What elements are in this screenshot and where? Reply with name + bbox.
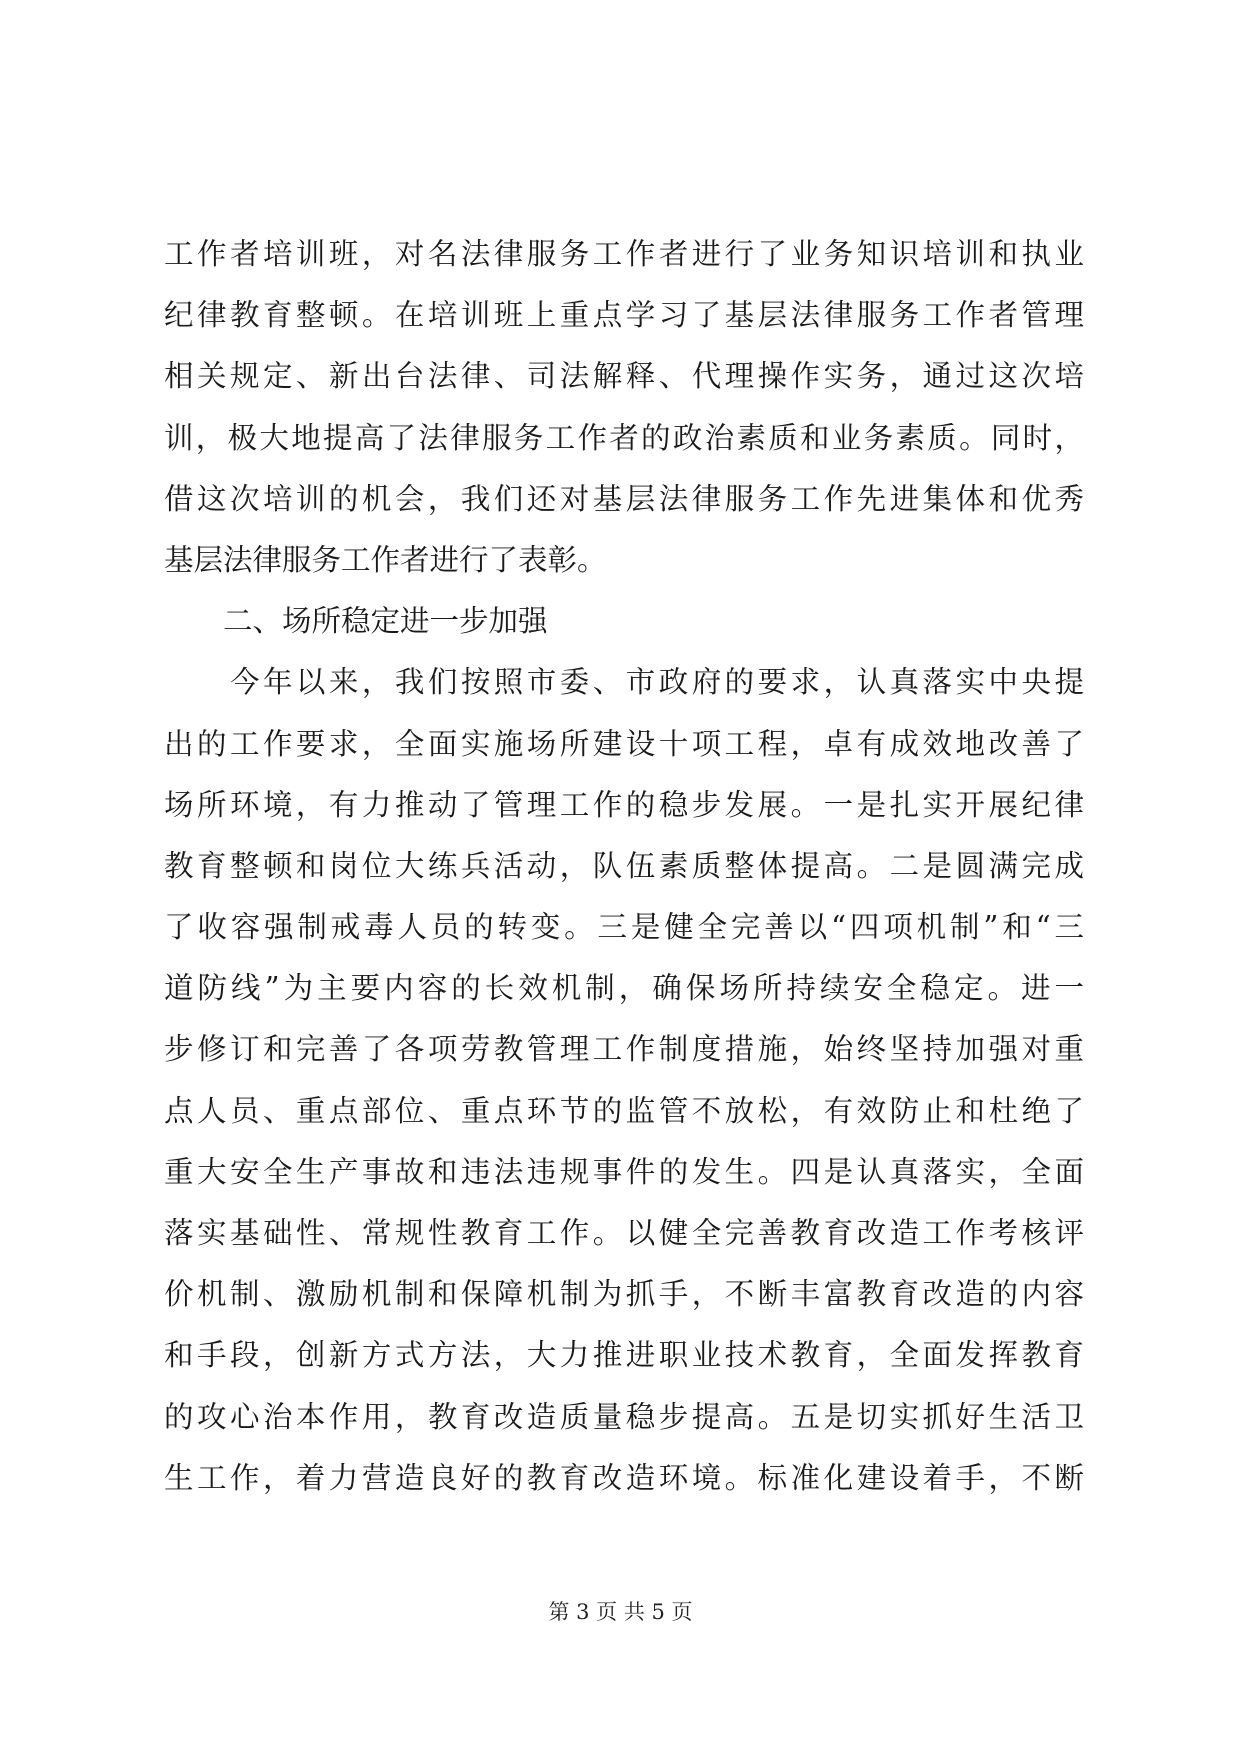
body-line: 生工作，着力营造良好的教育改造环境。标准化建设着手，不断 (164, 1460, 1084, 1495)
body-line: 今年以来，我们按照市委、市政府的要求，认真落实中央提 (164, 665, 1084, 700)
section-heading: 二、场所稳定进一步加强 (164, 604, 548, 639)
body-line: 了收容强制戒毒人员的转变。三是健全完善以“四项机制”和“三 (164, 910, 1084, 945)
page-number: 第 3 页 共 5 页 (548, 1600, 693, 1624)
body-line: 价机制、激励机制和保障机制为抓手，不断丰富教育改造的内容 (164, 1277, 1084, 1312)
body-line: 重大安全生产事故和违法违规事件的发生。四是认真落实，全面 (164, 1154, 1084, 1189)
body-line: 点人员、重点部位、重点环节的监管不放松，有效防止和杜绝了 (164, 1093, 1084, 1128)
body-line: 训，极大地提高了法律服务工作者的政治素质和业务素质。同时， (164, 420, 1084, 455)
body-line: 道防线”为主要内容的长效机制，确保场所持续安全稳定。进一 (164, 971, 1084, 1006)
body-line: 和手段，创新方式方法，大力推进职业技术教育，全面发挥教育 (164, 1338, 1084, 1373)
body-line: 的攻心治本作用，教育改造质量稳步提高。五是切实抓好生活卫 (164, 1399, 1084, 1434)
document-body (164, 224, 1084, 1509)
body-line: 出的工作要求，全面实施场所建设十项工程，卓有成效地改善了 (164, 726, 1084, 761)
body-line: 步修订和完善了各项劳教管理工作制度措施，始终坚持加强对重 (164, 1032, 1084, 1067)
body-line: 场所环境，有力推动了管理工作的稳步发展。一是扎实开展纪律 (164, 787, 1084, 822)
body-line: 教育整顿和岗位大练兵活动，队伍素质整体提高。二是圆满完成 (164, 848, 1084, 883)
body-line: 借这次培训的机会，我们还对基层法律服务工作先进集体和优秀 (164, 481, 1084, 516)
body-line: 工作者培训班，对名法律服务工作者进行了业务知识培训和执业 (164, 237, 1084, 271)
body-line: 基层法律服务工作者进行了表彰。 (164, 542, 607, 577)
body-line: 纪律教育整顿。在培训班上重点学习了基层法律服务工作者管理 (164, 298, 1084, 333)
body-line: 相关规定、新出台法律、司法解释、代理操作实务，通过这次培 (164, 359, 1084, 394)
body-line: 落实基础性、常规性教育工作。以健全完善教育改造工作考核评 (164, 1216, 1084, 1250)
